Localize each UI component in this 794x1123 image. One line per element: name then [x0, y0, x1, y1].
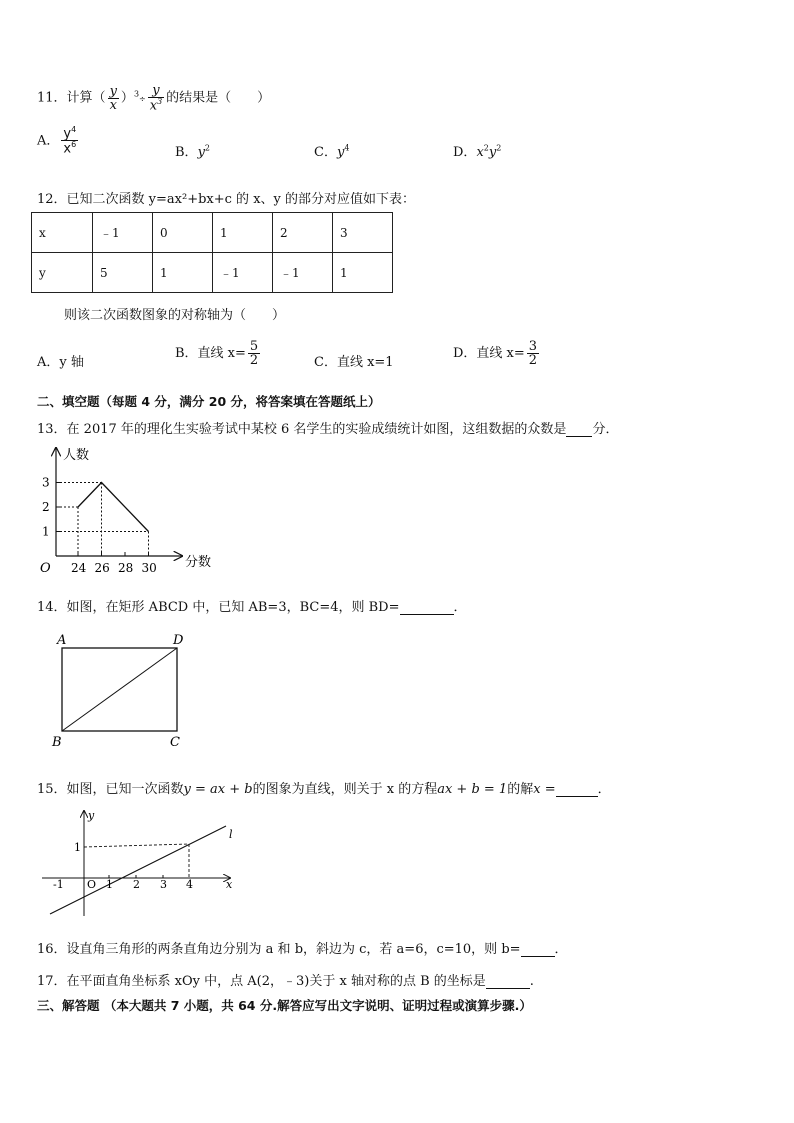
x-tick-label: 26 [94, 561, 110, 575]
point-a-label: A [57, 633, 67, 648]
y-tick-label: 1 [42, 524, 50, 539]
x-axis-label: x [226, 878, 233, 891]
table-row [32, 213, 393, 253]
line-l [50, 826, 226, 914]
table-cell: ﹣1 [93, 213, 153, 253]
table-cell: ﹣1 [273, 253, 333, 293]
point-c-label: C [170, 735, 180, 750]
x-tick-label: -1 [53, 878, 64, 891]
y-tick-label: 3 [42, 475, 50, 490]
answer-blank [400, 600, 454, 615]
q12-option-a: A．y 轴 [37, 355, 84, 370]
x-tick-label: 3 [160, 878, 167, 891]
point-b-label: B [52, 735, 62, 750]
answer-blank [486, 974, 530, 989]
q12-follow: 则该二次函数图象的对称轴为（ ） [64, 308, 286, 323]
table-row [32, 253, 393, 293]
q12-value-table [31, 212, 393, 293]
y-tick-label: 2 [42, 500, 50, 514]
origin-label: O [40, 561, 51, 576]
q14-rectangle-figure [48, 628, 198, 752]
q11-option-b: B．$y^2$ [175, 143, 211, 160]
answer-blank [521, 942, 555, 957]
q11-stem: 11．计算（ $\frac{y}{x}$ ）$^3$÷ $\frac{y}{x^3}$ 的结果是（ ） [37, 83, 271, 114]
y-axis-label: y [88, 809, 95, 822]
data-line [78, 483, 149, 532]
q12-stem: 12．已知二次函数 y=ax²+bx+c 的 x、y 的部分对应值如下表： [37, 192, 415, 207]
table-cell: x [32, 213, 93, 253]
table-cell: 1 [213, 213, 273, 253]
table-cell: ﹣1 [213, 253, 273, 293]
q13-stem: 13．在 2017 年的理化生实验考试中某校 6 名学生的实验成绩统计如图，这组数据的众数是 分． [37, 422, 619, 437]
q15-stem: 15．如图，已知一次函数y = ax + b的图象为直线，则关于 x 的方程ax + b = 1的解x = ． [37, 782, 611, 797]
diagonal-bd [62, 648, 177, 731]
q11-frac1: $\frac{y}{x}$ [109, 83, 117, 113]
table-cell: y [32, 253, 93, 293]
q12-option-c: C．直线 x=1 [314, 355, 394, 370]
section-2-heading: 二、填空题（每题 4 分，满分 20 分，将答案填在答题纸上） [37, 394, 381, 409]
y-tick-label: 1 [74, 841, 81, 854]
table-cell: 5 [93, 253, 153, 293]
x-tick-label: 1 [106, 878, 113, 891]
x-tick-label: 24 [71, 561, 87, 575]
x-tick-label: 28 [118, 561, 134, 575]
dashed-horizontal-guide [84, 844, 189, 847]
answer-blank [566, 422, 592, 437]
table-cell: 1 [153, 253, 213, 293]
q15-linear-graph [36, 806, 246, 924]
q11-frac2: $\frac{y}{x^3}$ [149, 83, 163, 114]
q12-option-d: D．直线 x= $\frac{3}{2}$ [453, 339, 538, 368]
table-cell: 2 [273, 213, 333, 253]
q11-option-c: C．$y^4$ [314, 143, 350, 160]
origin-label: O [87, 878, 97, 891]
q11-option-d: D．$x^2y^2$ [453, 143, 502, 160]
x-tick-label: 4 [186, 878, 193, 891]
table-cell: 3 [333, 213, 393, 253]
section-3-heading: 三、解答题 （本大题共 7 小题，共 64 分.解答应写出文字说明、证明过程或演算步骤.） [37, 998, 532, 1013]
table-cell: 1 [333, 253, 393, 293]
q12-option-b: B．直线 x= $\frac{5}{2}$ [175, 339, 259, 368]
table-cell: 0 [153, 213, 213, 253]
q17-stem: 17．在平面直角坐标系 xOy 中，点 A(2，﹣3)关于 x 轴对称的点 B 的坐标是 . [37, 974, 534, 989]
x-axis-label: 分数 [185, 555, 212, 570]
line-label: l [229, 828, 233, 841]
q11-option-a: A． $\frac{y^4}{x^6}$ [37, 125, 77, 157]
x-tick-label: 30 [141, 561, 157, 575]
answer-blank [556, 782, 598, 797]
point-d-label: D [173, 633, 184, 648]
x-tick-label: 2 [133, 878, 140, 891]
q13-chart [30, 444, 220, 584]
y-axis-label: 人数 [63, 448, 90, 463]
q16-stem: 16．设直角三角形的两条直角边分别为 a 和 b，斜边为 c，若 a=6，c=10，则 b= ． [37, 942, 568, 957]
q14-stem: 14．如图，在矩形 ABCD 中，已知 AB=3，BC=4，则 BD= ． [37, 600, 467, 615]
